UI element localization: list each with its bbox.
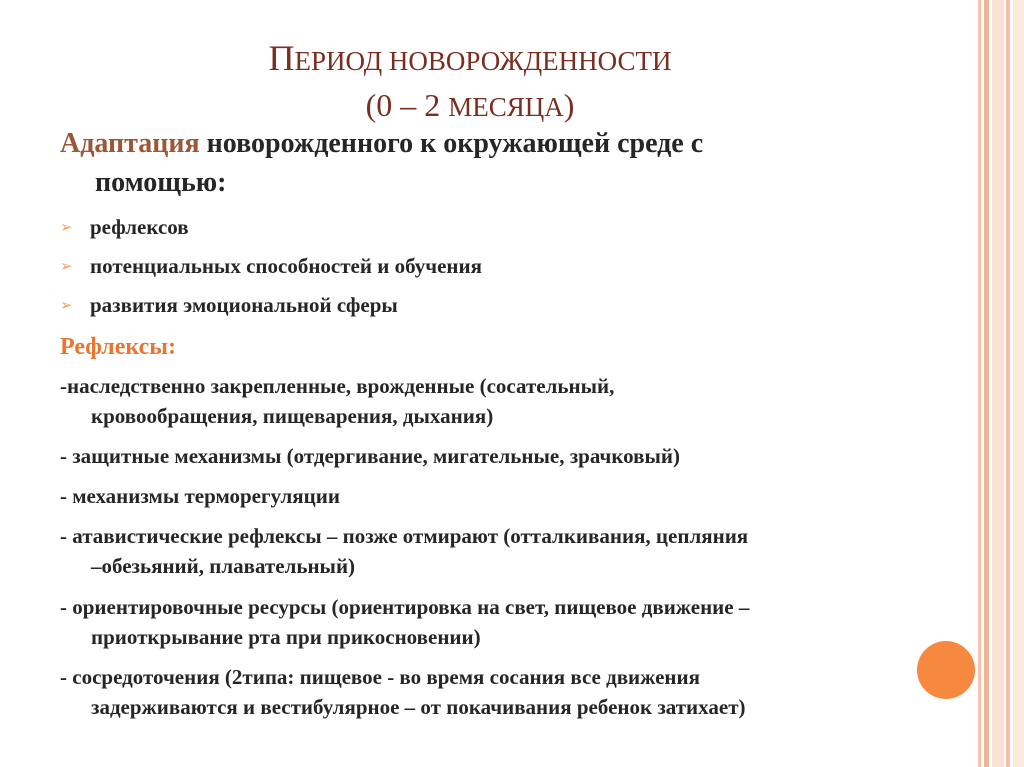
title-line-2 (0, 83, 940, 129)
reflex-item-continuation: –обезьяний, плавательный) (91, 554, 356, 578)
decorative-stripe (1006, 0, 1010, 767)
decorative-stripe (992, 0, 1004, 767)
title-close: ) (563, 87, 575, 123)
title-range: (0 – 2 (365, 87, 449, 123)
decorative-stripe (1013, 0, 1024, 767)
reflex-item: -наследственно закрепленные, врожденные (сосательный, (60, 374, 615, 398)
reflexes-heading: Рефлексы: (60, 334, 177, 360)
intro-line (60, 127, 703, 161)
arrow-bullet-icon: ➢ (60, 218, 73, 236)
bullet-text: потенциальных способностей и обучения (90, 254, 482, 278)
title-unit: МЕСЯЦА (448, 92, 564, 122)
arrow-bullet-icon: ➢ (60, 257, 73, 275)
bullet-text: развития эмоциональной сферы (90, 293, 398, 317)
reflex-item: - сосредоточения (2типа: пищевое - во время сосания все движения (60, 665, 700, 689)
slide-title (0, 36, 940, 129)
decorative-stripe (984, 0, 989, 767)
reflex-item-continuation: задерживаются и вестибулярное – от покачивания ребенок затихает) (91, 695, 746, 719)
intro-accent-word: Адаптация (60, 128, 200, 159)
reflex-item-continuation: кровообращения, пищеварения, дыхания) (91, 404, 494, 428)
decorative-stripe (978, 0, 981, 767)
arrow-bullet-icon: ➢ (60, 296, 73, 314)
title-line-1 (0, 36, 940, 83)
reflex-item: - механизмы терморегуляции (60, 484, 340, 508)
title-initial: П (268, 38, 295, 78)
decorative-circle (917, 641, 975, 699)
reflex-item: - защитные механизмы (отдергивание, мигательные, зрачковый) (60, 444, 680, 468)
reflex-item-continuation: приоткрывание рта при прикосновении) (91, 625, 481, 649)
intro-continuation: помощью: (95, 167, 227, 198)
title-rest: ЕРИОД НОВОРОЖДЕННОСТИ (294, 46, 672, 76)
bullet-text: рефлексов (90, 215, 189, 239)
reflex-item: - ориентировочные ресурсы (ориентировка на свет, пищевое движение – (60, 595, 750, 619)
intro-text: новорожденного к окружающей среде с (199, 128, 704, 159)
reflex-item: - атавистические рефлексы – позже отмирают (отталкивания, цепляния (60, 524, 749, 548)
